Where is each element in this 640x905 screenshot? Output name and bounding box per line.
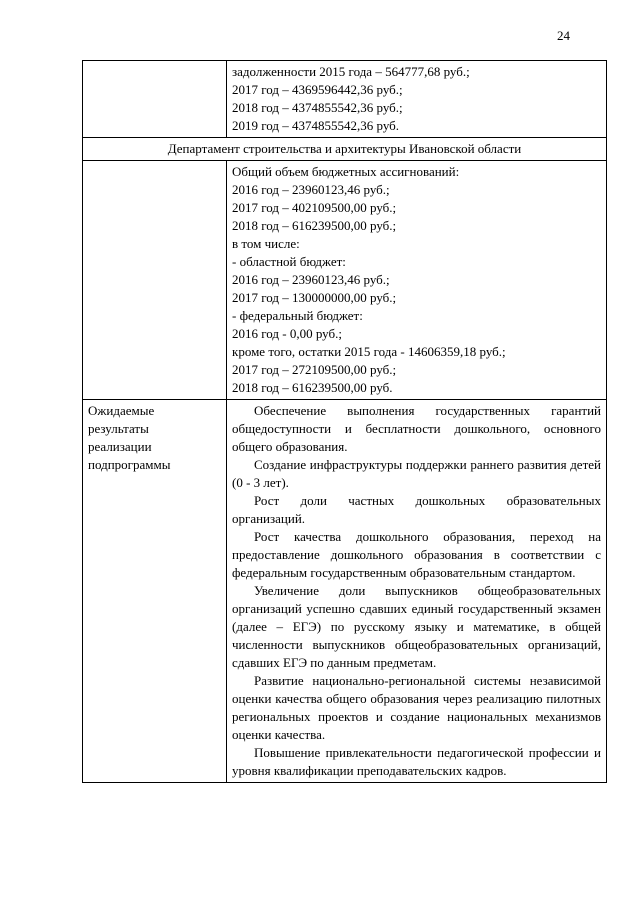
page-number: 24	[557, 28, 570, 43]
result-paragraph: Увеличение доли выпускников общеобразовательных организаций успешно сдавших единый государственный экзамен (далее – ЕГЭ) по русскому языку и математике, в общей численности выпускников общеобразовательных организаций, сдавших ЕГЭ по данным предметам.	[232, 583, 601, 670]
department-title: Департамент строительства и архитектуры Ивановской области	[83, 138, 607, 161]
text-line: 2016 год – 23960123,46 руб.;	[232, 182, 390, 197]
text-line: 2017 год – 272109500,00 руб.;	[232, 362, 397, 377]
text-line: - федеральный бюджет:	[232, 308, 363, 323]
text-line: 2017 год – 130000000,00 руб.;	[232, 290, 397, 305]
text-line: 2016 год – 23960123,46 руб.;	[232, 272, 390, 287]
empty-label-cell	[83, 61, 227, 138]
result-paragraph: Повышение привлекательности педагогической профессии и уровня квалификации преподавательских кадров.	[232, 745, 601, 778]
text-line: 2017 год – 402109500,00 руб.;	[232, 200, 397, 215]
expected-results-label	[83, 400, 227, 783]
text-line: 2017 год – 4369596442,36 руб.;	[232, 82, 403, 97]
funding-continued-cell	[227, 61, 607, 138]
text-line: Общий объем бюджетных ассигнований:	[232, 164, 460, 179]
text-line: - областной бюджет:	[232, 254, 346, 269]
text-line: задолженности 2015 года – 564777,68 руб.;	[232, 64, 470, 79]
subprogram-passport-table	[82, 60, 607, 783]
label-line: Ожидаемые	[88, 403, 155, 418]
result-paragraph: Создание инфраструктуры поддержки раннего развития детей (0 - 3 лет).	[232, 457, 601, 490]
text-line: 2016 год - 0,00 руб.;	[232, 326, 342, 341]
expected-results-text	[227, 400, 607, 783]
result-paragraph: Рост доли частных дошкольных образовательных организаций.	[232, 493, 601, 526]
label-line: подпрограммы	[88, 457, 171, 472]
expected-results-row	[83, 400, 607, 783]
funding-row-continued	[83, 61, 607, 138]
department-row	[83, 138, 607, 161]
department-funding-cell	[227, 161, 607, 400]
label-line: результаты	[88, 421, 149, 436]
result-paragraph: Обеспечение выполнения государственных гарантий общедоступности и бесплатности дошкольного, основного общего образования.	[232, 403, 601, 454]
text-line: 2019 год – 4374855542,36 руб.	[232, 118, 400, 133]
text-line: в том числе:	[232, 236, 300, 251]
result-paragraph: Рост качества дошкольного образования, переход на предоставление дошкольного образования в соответствии с федеральным государственным образовательным стандартом.	[232, 529, 601, 580]
result-paragraph: Развитие национально-региональной системы независимой оценки качества общего образования через реализацию пилотных региональных проектов и создание национальных механизмов оценки качества.	[232, 673, 601, 742]
text-line: 2018 год – 616239500,00 руб.	[232, 380, 393, 395]
department-funding-row	[83, 161, 607, 400]
text-line: 2018 год – 616239500,00 руб.;	[232, 218, 397, 233]
text-line: кроме того, остатки 2015 года - 14606359,18 руб.;	[232, 344, 506, 359]
empty-label-cell	[83, 161, 227, 400]
label-line: реализации	[88, 439, 152, 454]
text-line: 2018 год – 4374855542,36 руб.;	[232, 100, 403, 115]
